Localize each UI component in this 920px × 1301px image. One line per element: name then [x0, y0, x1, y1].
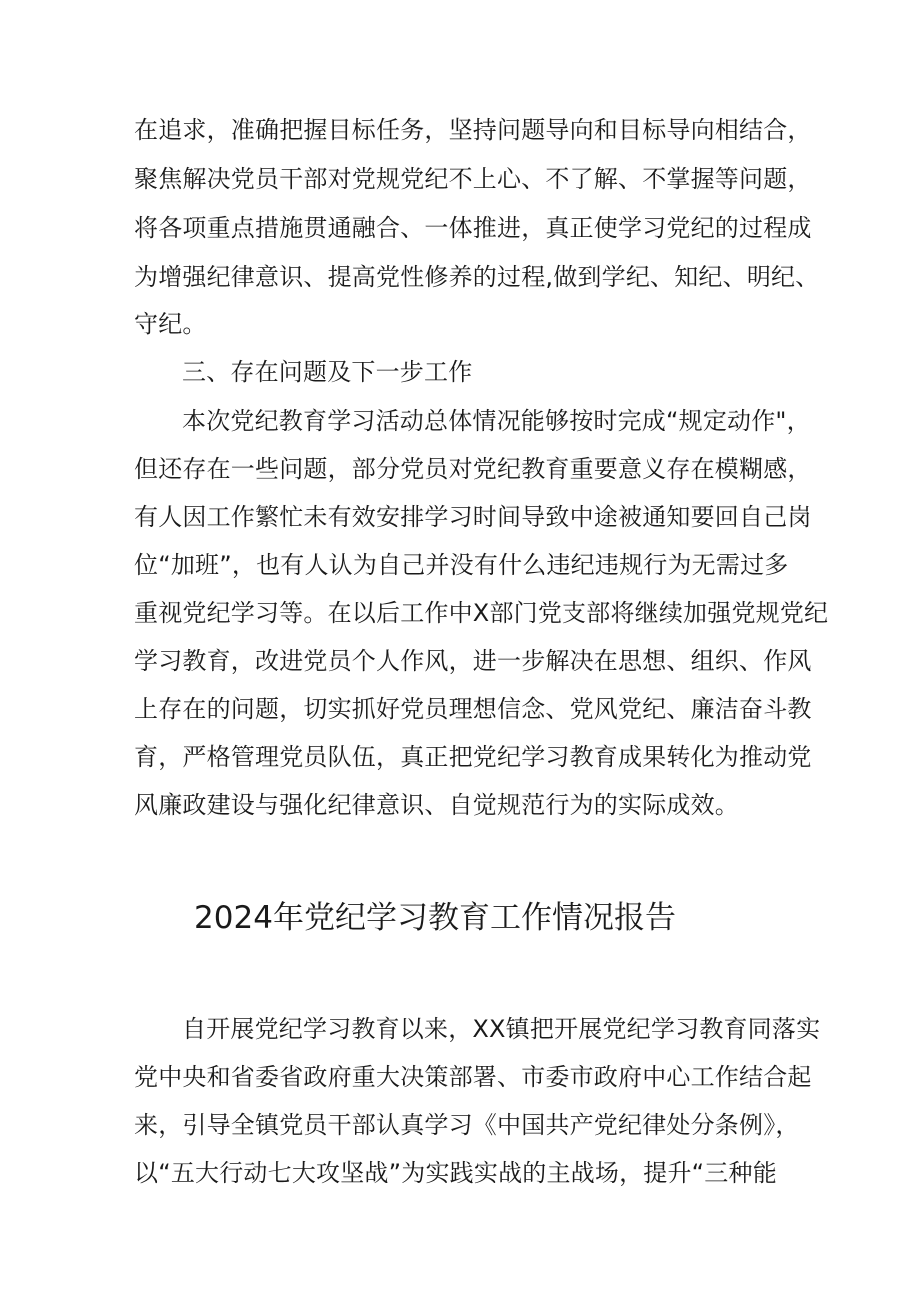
paragraph-line: 有人因工作繁忙未有效安排学习时间导致中途被通知要回自己岗	[134, 503, 812, 531]
paragraph-line: 来，引导全镇党员干部认真学习《中国共产党纪律处分条例》，	[134, 1111, 800, 1139]
paragraph-line: 在追求，准确把握目标任务，坚持问题导向和目标导向相结合，	[134, 116, 812, 144]
paragraph-line: 但还存在一些问题，部分党员对党纪教育重要意义存在模糊感，	[134, 455, 812, 483]
paragraph-line: 守纪。	[134, 310, 207, 338]
paragraph-line: 育，严格管理党员队伍，真正把党纪学习教育成果转化为推动党	[134, 743, 812, 771]
paragraph-line: 为增强纪律意识、提高党性修养的过程,做到学纪、知纪、明纪、	[134, 263, 820, 291]
report-title: 2024年党纪学习教育工作情况报告	[194, 900, 676, 936]
paragraph-line: 重视党纪学习等。在以后工作中X部门党支部将继续加强党规党纪	[134, 599, 829, 627]
paragraph-line: 学习教育，改进党员个人作风，进一步解决在思想、组织、作风	[134, 647, 812, 675]
section-heading: 三、存在问题及下一步工作	[182, 358, 473, 386]
paragraph-line: 党中央和省委省政府重大决策部署、市委市政府中心工作结合起	[134, 1063, 812, 1091]
paragraph-line: 将各项重点措施贯通融合、一体推进，真正使学习党纪的过程成	[134, 214, 812, 242]
paragraph-line: 风廉政建设与强化纪律意识、自觉规范行为的实际成效。	[134, 791, 739, 819]
paragraph-line: 位“加班”，也有人认为自己并没有什么违纪违规行为无需过多	[134, 551, 789, 579]
paragraph-line: 上存在的问题，切实抓好党员理想信念、党风党纪、廉洁奋斗教	[134, 695, 812, 723]
paragraph-line: 自开展党纪学习教育以来，XX镇把开展党纪学习教育同落实	[182, 1015, 821, 1043]
paragraph-line: 聚焦解决党员干部对党规党纪不上心、不了解、不掌握等问题，	[134, 165, 812, 193]
paragraph-line: 以“五大行动七大攻坚战”为实践实战的主战场，提升“三种能	[134, 1159, 777, 1187]
paragraph-line: 本次党纪教育学习活动总体情况能够按时完成“规定动作"，	[182, 407, 811, 435]
